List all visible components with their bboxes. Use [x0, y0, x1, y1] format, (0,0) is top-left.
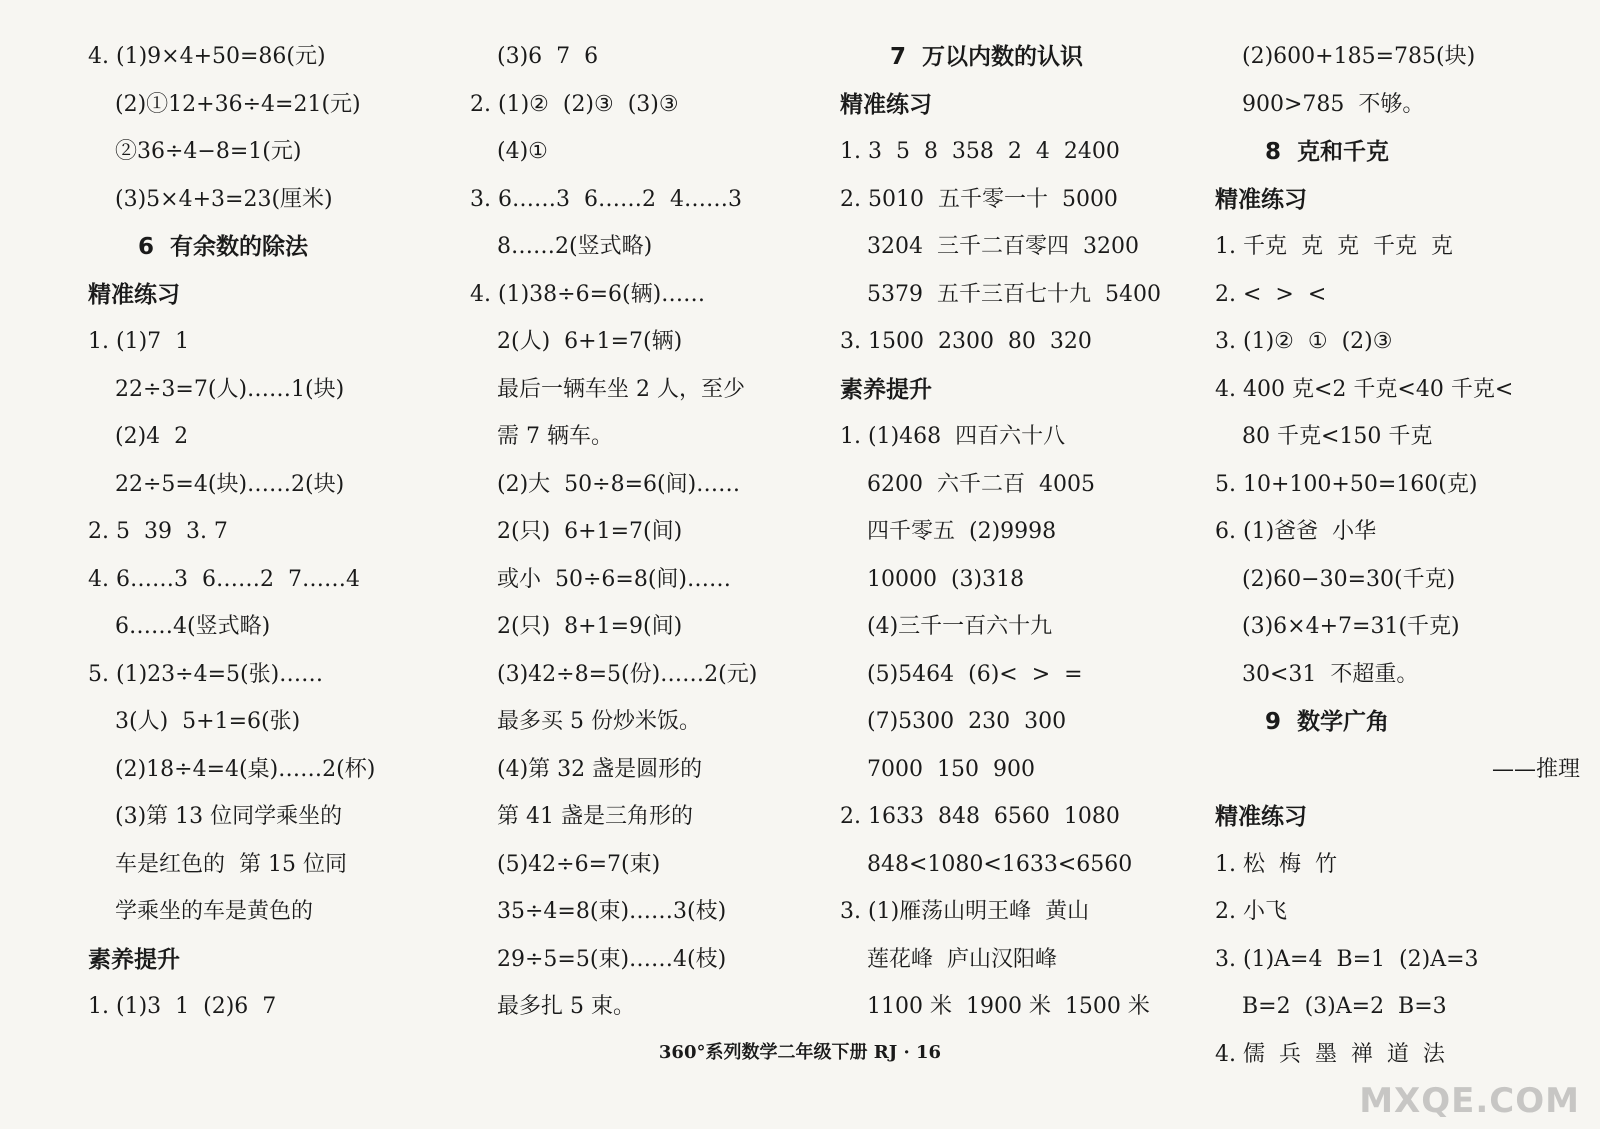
subsection-heading: 精准练习	[1215, 804, 1307, 830]
answer-line: 29÷5=5(束)……4(枝)	[497, 946, 727, 972]
answer-line: 车是红色的 第 15 位同	[115, 851, 347, 877]
answer-line: 4. (1)9×4+50=86(元)	[88, 44, 326, 69]
section-title: 6 有余数的除法	[138, 234, 309, 260]
subsection-heading: 精准练习	[88, 281, 180, 308]
subsection-heading: 素养提升	[840, 376, 932, 403]
answer-line: 1. 3 5 8 358 2 4 2400	[840, 139, 1120, 164]
answer-line: 2. 1633 848 6560 1080	[840, 804, 1120, 829]
answer-line: 5. (1)23÷4=5(张)……	[88, 661, 324, 687]
answer-line: 3. (1)A=4 B=1 (2)A=3	[1215, 946, 1479, 972]
answer-line: (2)600+185=785(块)	[1242, 44, 1476, 69]
answer-line: 5. 10+100+50=160(克)	[1215, 471, 1478, 497]
answer-line: 3. 6……3 6……2 4……3	[470, 186, 742, 212]
answer-line: 2(人) 6+1=7(辆)	[497, 329, 683, 354]
answer-line: (4)①	[497, 139, 548, 164]
answer-line: 4. (1)38÷6=6(辆)……	[470, 281, 706, 307]
answer-column-1	[88, 37, 438, 1035]
answer-line: 4. 6……3 6……2 7……4	[88, 566, 360, 592]
answer-line: 2(只) 6+1=7(间)	[497, 519, 683, 544]
answer-line: 第 41 盏是三角形的	[497, 804, 693, 829]
answer-line: 22÷3=7(人)……1(块)	[115, 376, 345, 402]
section-subtitle: ——推理	[1491, 756, 1580, 782]
answer-line: (3)42÷8=5(份)……2(元)	[497, 661, 758, 687]
answer-line: 1. 松 梅 竹	[1215, 851, 1337, 877]
subsection-heading: 精准练习	[840, 91, 932, 118]
answer-line: 4. 400 克<2 千克<40 千克<	[1215, 376, 1514, 402]
answer-line: (4)第 32 盏是圆形的	[497, 756, 703, 782]
answer-line: 四千零五 (2)9998	[867, 519, 1057, 544]
answer-line: 6200 六千二百 4005	[867, 471, 1095, 497]
answer-line: 2. 小飞	[1215, 899, 1287, 924]
section-title: 9 数学广角	[1265, 709, 1390, 735]
answer-line: 3(人) 5+1=6(张)	[115, 709, 301, 734]
answer-line: 80 千克<150 千克	[1242, 424, 1433, 449]
answer-line: 3. (1)② ① (2)③	[1215, 329, 1393, 354]
answer-line: 2(只) 8+1=9(间)	[497, 614, 683, 639]
answer-line: (2)4 2	[115, 424, 189, 449]
answer-line: 1. (1)3 1 (2)6 7	[88, 994, 277, 1019]
answer-line: (5)5464 (6)< > =	[867, 661, 1083, 687]
answer-line: (2)60−30=30(千克)	[1242, 566, 1456, 592]
answer-line: (3)5×4+3=23(厘米)	[115, 186, 333, 212]
answer-line: 22÷5=4(块)……2(块)	[115, 471, 345, 497]
answer-line: 5379 五千三百七十九 5400	[867, 281, 1161, 307]
answer-line: (3)第 13 位同学乘坐的	[115, 804, 343, 829]
subsection-heading: 精准练习	[1215, 186, 1307, 213]
answer-line: ②36÷4−8=1(元)	[115, 139, 302, 164]
answer-line: 3204 三千二百零四 3200	[867, 234, 1139, 259]
subsection-heading: 素养提升	[88, 946, 180, 973]
answer-line: 7000 150 900	[867, 756, 1035, 782]
answer-line: (2)①12+36÷4=21(元)	[115, 91, 361, 117]
answer-line: 4. 儒 兵 墨 禅 道 法	[1215, 1041, 1445, 1067]
answer-line: 2. 5010 五千零一十 5000	[840, 186, 1118, 212]
answer-line: (7)5300 230 300	[867, 709, 1067, 734]
answer-line: 2. (1)② (2)③ (3)③	[470, 91, 679, 117]
answer-line: 10000 (3)318	[867, 566, 1025, 592]
answer-line: 8……2(竖式略)	[497, 234, 653, 259]
answer-line: 6. (1)爸爸 小华	[1215, 519, 1377, 544]
answer-line: (2)18÷4=4(桌)……2(杯)	[115, 756, 376, 782]
answer-line: 莲花峰 庐山汉阳峰	[867, 946, 1057, 972]
answer-line: 1100 米 1900 米 1500 米	[867, 994, 1150, 1019]
answer-line: 或小 50÷6=8(间)……	[497, 566, 732, 592]
page-footer: 360°系列数学二年级下册 RJ · 16	[658, 1042, 942, 1063]
watermark: MXQE.COM	[1359, 1081, 1580, 1121]
section-title: 8 克和千克	[1265, 139, 1390, 165]
answer-line: (3)6 7 6	[497, 44, 599, 69]
answer-line: 2. < > <	[1215, 281, 1327, 307]
answer-line: B=2 (3)A=2 B=3	[1242, 994, 1447, 1019]
answer-line: (3)6×4+7=31(千克)	[1242, 614, 1460, 639]
answer-line: 35÷4=8(束)……3(枝)	[497, 899, 727, 924]
answer-line: 最多买 5 份炒米饭。	[497, 709, 701, 734]
section-title: 7 万以内数的认识	[890, 44, 1084, 70]
answer-column-4	[1215, 37, 1590, 1082]
answer-column-2	[470, 37, 810, 1035]
answer-line: (2)大 50÷8=6(间)……	[497, 471, 741, 497]
answer-line: (5)42÷6=7(束)	[497, 851, 661, 877]
answer-line: 6……4(竖式略)	[115, 614, 271, 639]
answer-line: 1. (1)468 四百六十八	[840, 424, 1066, 449]
answer-line: 3. (1)雁荡山明王峰 黄山	[840, 899, 1090, 924]
answer-line: 848<1080<1633<6560	[867, 851, 1133, 877]
answer-line: 1. (1)7 1	[88, 329, 190, 354]
answer-line: (4)三千一百六十九	[867, 614, 1053, 639]
answer-line: 900>785 不够。	[1242, 91, 1425, 117]
answer-line: 3. 1500 2300 80 320	[840, 329, 1092, 354]
answer-line: 最后一辆车坐 2 人，至少	[497, 376, 745, 402]
answer-line: 需 7 辆车。	[497, 424, 613, 449]
answer-line: 学乘坐的车是黄色的	[115, 899, 314, 924]
answer-line: 30<31 不超重。	[1242, 661, 1419, 687]
answer-line: 最多扎 5 束。	[497, 994, 635, 1019]
answer-line: 1. 千克 克 克 千克 克	[1215, 234, 1453, 259]
answer-line: 2. 5 39 3. 7	[88, 519, 228, 544]
answer-column-3	[840, 37, 1190, 1035]
